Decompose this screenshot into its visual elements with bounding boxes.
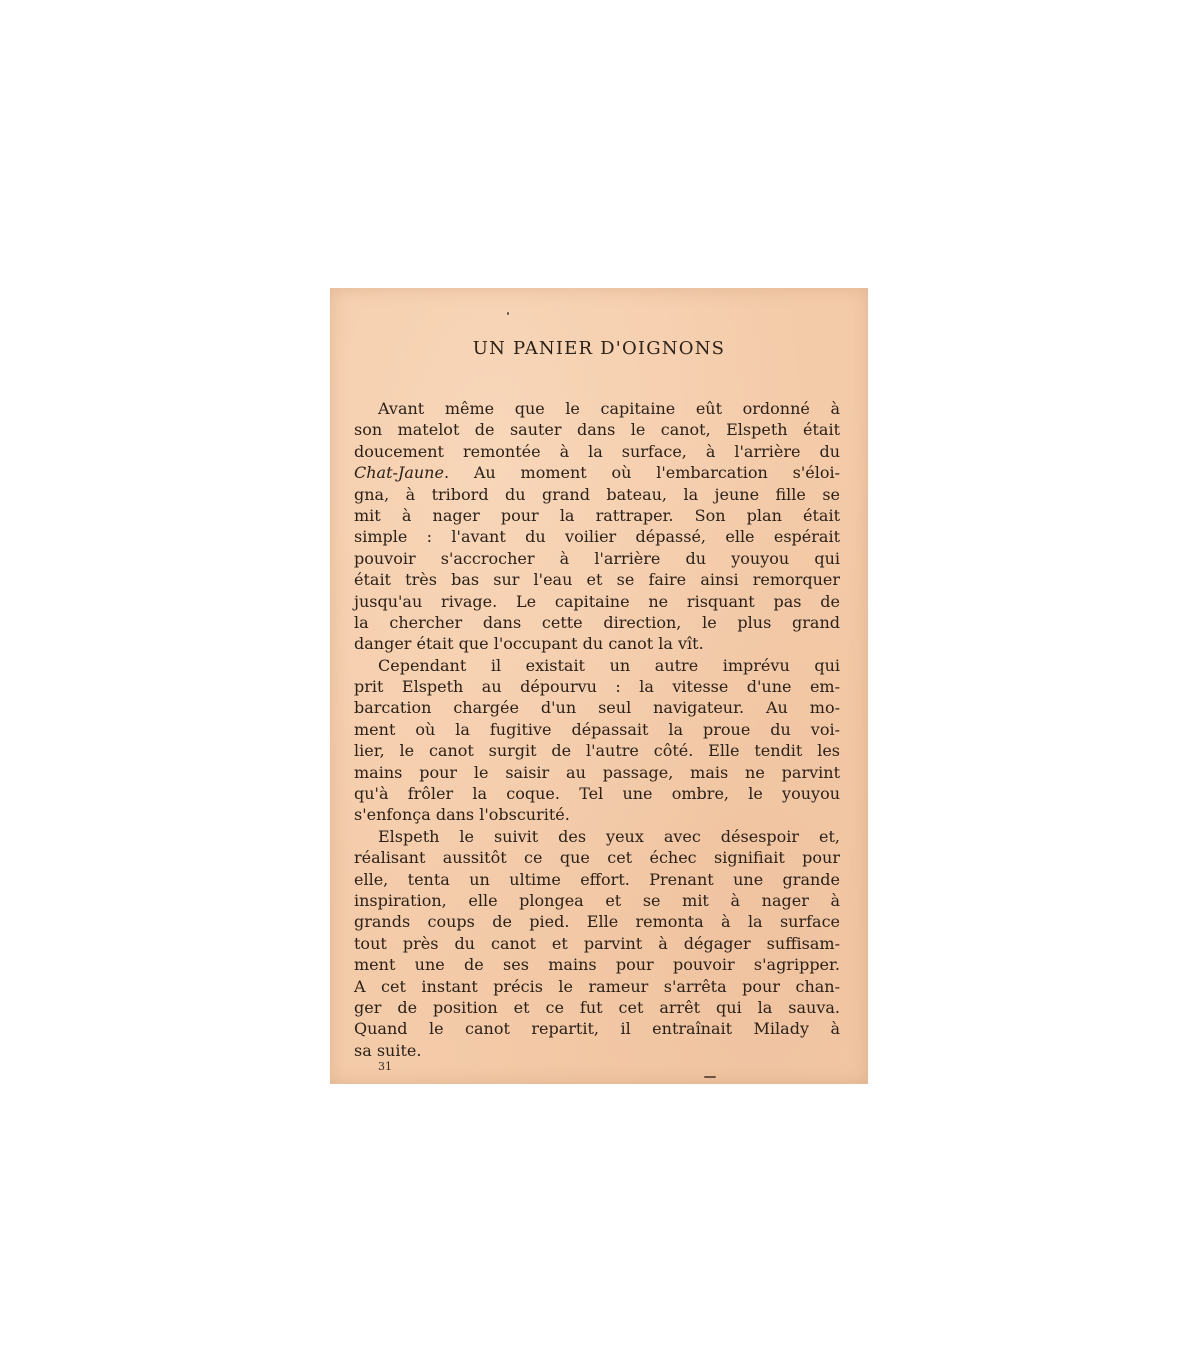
page-number: 31 <box>378 1060 392 1073</box>
text-line: tout près du canot et parvint à dégager suffisam- <box>354 933 840 953</box>
text-line: Elspeth le suivit des yeux avec désespoir et, <box>378 826 840 846</box>
text-line: barcation chargée d'un seul navigateur. Au mo- <box>354 698 840 718</box>
book-page <box>330 288 868 1084</box>
text-line: danger était que l'occupant du canot la vît. <box>354 634 704 654</box>
text-line: réalisant aussitôt ce que cet échec signifiait pour <box>354 848 840 868</box>
text-line: lier, le canot surgit de l'autre côté. Elle tendit les <box>354 741 840 761</box>
text-line: qu'à frôler la coque. Tel une ombre, le youyou <box>354 784 840 804</box>
text-line: était très bas sur l'eau et se faire ainsi remorquer <box>354 570 840 590</box>
chapter-title: UN PANIER D'OIGNONS <box>472 338 726 359</box>
ink-speck-bottom <box>704 1076 716 1078</box>
paragraph-2 <box>354 655 840 826</box>
text-line: ger de position et ce fut cet arrêt qui la sauva. <box>354 997 840 1017</box>
text-line: jusqu'au rivage. Le capitaine ne risquant pas de <box>354 591 840 611</box>
text-line: Avant même que le capitaine eût ordonné à <box>378 399 840 418</box>
text-line: Quand le canot repartit, il entraînait Milady à <box>354 1019 840 1039</box>
text-line: s'enfonça dans l'obscurité. <box>354 805 570 825</box>
paragraph-3 <box>354 826 840 1061</box>
text-line: simple : l'avant du voilier dépassé, elle espérait <box>354 527 840 547</box>
text-line: inspiration, elle plongea et se mit à nager à <box>354 890 840 910</box>
text-line: Chat-Jaune. Au moment où l'embarcation s'éloi- <box>354 463 840 483</box>
text-line: ment une de ses mains pour pouvoir s'agripper. <box>354 955 840 975</box>
paragraph-1 <box>354 398 840 655</box>
text-line: Cependant il existait un autre imprévu qui <box>378 655 840 675</box>
text-line: mit à nager pour la rattraper. Son plan était <box>354 505 840 525</box>
text-line: elle, tenta un ultime effort. Prenant une grande <box>354 869 840 889</box>
text-line: grands coups de pied. Elle remonta à la surface <box>354 912 840 932</box>
ink-speck-top <box>507 312 509 315</box>
text-line: gna, à tribord du grand bateau, la jeune fille se <box>354 484 840 504</box>
text-line: son matelot de sauter dans le canot, Elspeth était <box>354 420 840 440</box>
text-line: sa suite. <box>354 1040 422 1060</box>
boat-name-italic: Chat-Jaune <box>354 463 444 483</box>
page-body <box>354 398 840 1061</box>
text-line: prit Elspeth au dépourvu : la vitesse d'une em- <box>354 677 840 697</box>
text-line: ment où la fugitive dépassait la proue du voi- <box>354 719 840 739</box>
text-line: mains pour le saisir au passage, mais ne parvint <box>354 762 840 782</box>
text-line: la chercher dans cette direction, le plus grand <box>354 612 840 632</box>
text-line: pouvoir s'accrocher à l'arrière du youyou qui <box>354 548 840 568</box>
text-line: A cet instant précis le rameur s'arrêta pour chan- <box>354 976 840 996</box>
text-line: doucement remontée à la surface, à l'arrière du <box>354 441 840 461</box>
